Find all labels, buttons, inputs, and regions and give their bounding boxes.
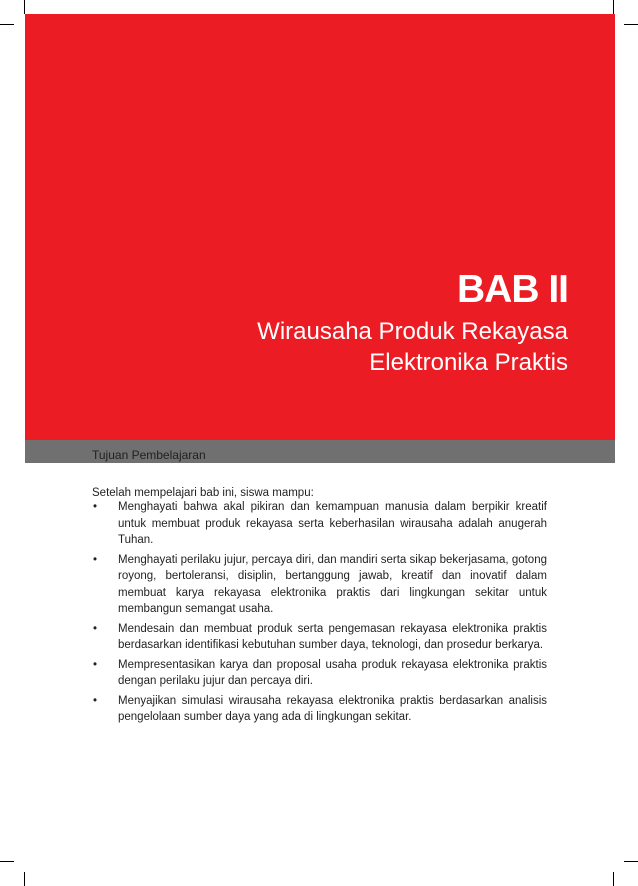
list-item-text: Mempresentasikan karya dan proposal usaha produk rekayasa elektronika praktis dengan perilaku jujur dan percaya diri. bbox=[118, 658, 547, 687]
crop-mark-tl-v bbox=[24, 0, 25, 14]
bullet-icon: • bbox=[93, 501, 98, 513]
crop-mark-br-h bbox=[624, 861, 638, 862]
crop-mark-tr-v bbox=[613, 0, 614, 14]
objectives-heading: Tujuan Pembelajaran bbox=[92, 448, 206, 462]
crop-mark-tl-h bbox=[0, 24, 14, 25]
list-item bbox=[92, 499, 547, 549]
list-item-text: Mendesain dan membuat produk serta pengemasan rekayasa elektronika praktis berdasarkan identifikasi kebutuhan sumber daya, teknologi, dan prosedur berkarya. bbox=[118, 622, 547, 651]
chapter-subtitle-line-1: Wirausaha Produk Rekayasa bbox=[257, 318, 568, 345]
bullet-icon: • bbox=[93, 622, 98, 635]
crop-mark-bl-v bbox=[24, 872, 25, 886]
chapter-subtitle bbox=[257, 316, 568, 378]
bullet-icon: • bbox=[93, 658, 98, 671]
list-item bbox=[92, 552, 547, 618]
crop-mark-tr-h bbox=[624, 24, 638, 25]
list-item-text: Menyajikan simulasi wirausaha rekayasa elektronika praktis berdasarkan analisis pengelolaan sumber daya yang ada di lingkungan sekitar. bbox=[118, 694, 547, 723]
objectives-list bbox=[92, 499, 547, 729]
chapter-title: BAB II bbox=[457, 268, 568, 311]
list-item-text: Menghayati bahwa akal pikiran dan kemampuan manusia dalam berpikir kreatif untuk membuat produk rekayasa serta keberhasilan wirausaha adalah anugerah Tuhan. bbox=[118, 501, 547, 546]
crop-mark-bl-h bbox=[0, 861, 14, 862]
list-item bbox=[92, 657, 547, 690]
chapter-subtitle-line-2: Elektronika Praktis bbox=[369, 349, 568, 376]
objectives-intro: Setelah mempelajari bab ini, siswa mampu: bbox=[92, 487, 314, 499]
list-item bbox=[92, 693, 547, 726]
crop-mark-br-v bbox=[613, 872, 614, 886]
list-item-text: Menghayati perilaku jujur, percaya diri, dan mandiri serta sikap bekerjasama, gotong royong, bertoleransi, disiplin, bertanggung jawab, kreatif dan inovatif dalam membuat karya rekayasa elektronika praktis dari lingkungan sekitar untuk membangun semangat usaha. bbox=[118, 553, 547, 615]
bullet-icon: • bbox=[93, 694, 98, 707]
bullet-icon: • bbox=[93, 553, 98, 566]
list-item bbox=[92, 621, 547, 654]
